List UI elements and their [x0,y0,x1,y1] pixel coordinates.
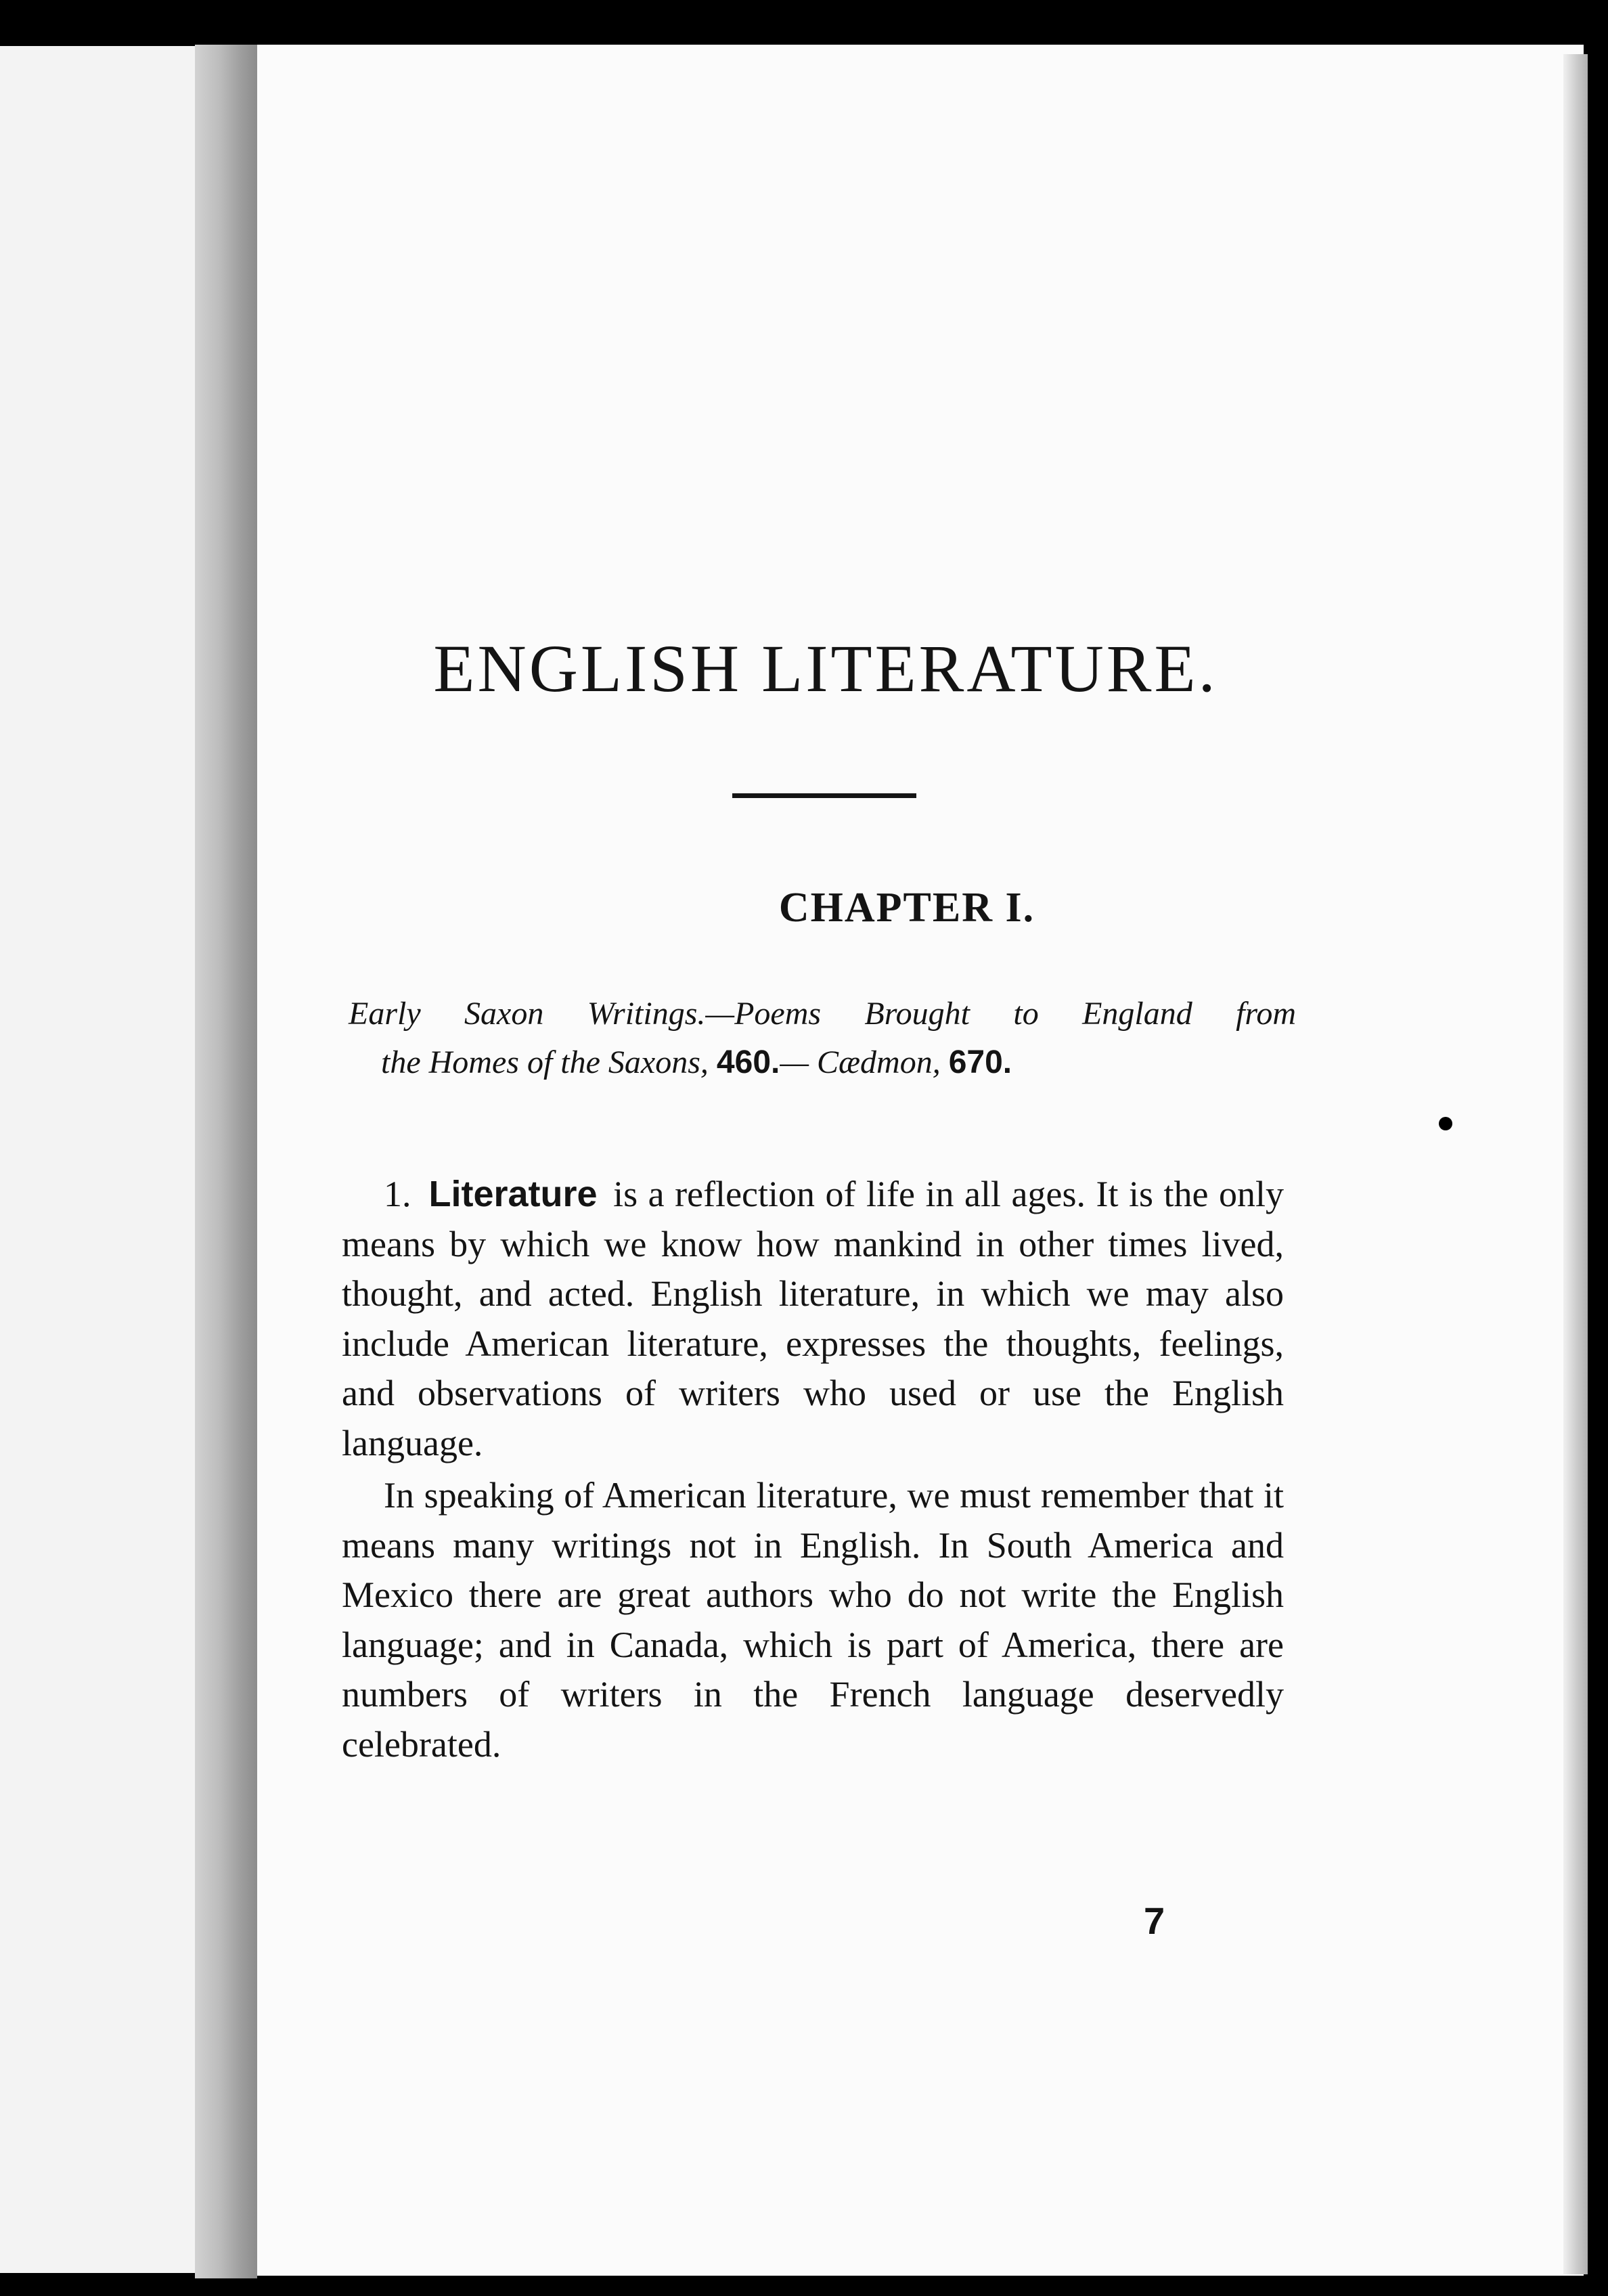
book-title: ENGLISH LITERATURE. [433,631,1218,706]
lead-term: Literature [428,1174,598,1214]
ink-speck [1439,1117,1452,1130]
paragraph-1-text: is a reflection of life in all ages. It is the only means by which we know how mankind in other times lived, thought, and acted. English literature, in which we may also include American literature, expresses the thoughts, feelings, and observations of writers who used or use the English language. [342,1174,1284,1463]
paragraph-1 [342,1170,1284,1468]
summary-line-2 [349,1038,1296,1087]
left-page [0,46,195,2273]
summary-year-460: 460. [716,1044,780,1080]
page-number: 7 [1144,1899,1165,1942]
summary-year-670: 670. [948,1044,1012,1080]
summary-text-caedmon: — Cædmon, [780,1044,941,1080]
book-gutter [195,45,257,2278]
body-text [342,1170,1284,1769]
chapter-heading: CHAPTER I. [778,885,1035,931]
paragraph-2-text: In speaking of American literature, we must remember that it means many writings not in English. In South America and Mexico there are great authors who do not write the English language; and in Canada, which is part of America, there are numbers of writers in the French language deservedly celebrated. [342,1475,1284,1765]
chapter-summary [349,990,1296,1087]
title-divider [732,793,916,798]
paragraph-2 [342,1471,1284,1769]
page-edge [1563,54,1588,2274]
right-page [257,45,1584,2276]
summary-text-saxons: the Homes of the Saxons, [381,1044,709,1080]
paragraph-number: 1. [384,1174,411,1214]
summary-line-1: Early Saxon Writings.—Poems Brought to England from [349,996,1296,1032]
